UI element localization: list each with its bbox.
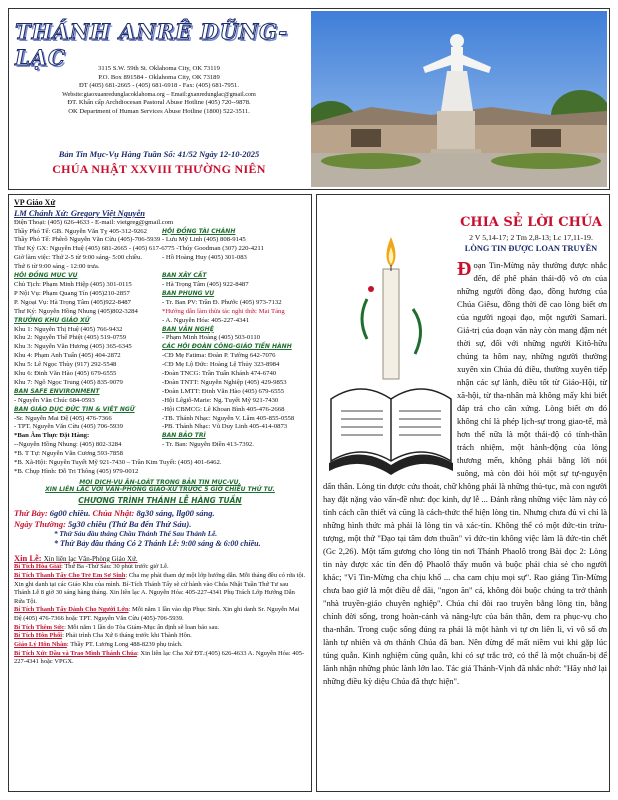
directory-line — [14, 450, 306, 459]
directory-line — [14, 468, 306, 477]
directory-line — [14, 254, 306, 263]
parish-info-column — [8, 194, 312, 792]
pastoral-note: XIN LIÊN LẠC VỚI VĂN-PHÒNG GIÁO-XỨ TRƯỚC 5 GIỜ CHIỀU THỨ TƯ. — [45, 486, 275, 494]
directory-left: TRƯỞNG KHU GIÁO XỨ — [14, 316, 90, 324]
directory-right: -CĐ Mẹ Fatima: Đoàn P. Tường 642-7076 — [162, 352, 276, 360]
mass-weekday — [14, 519, 306, 530]
sacrament-detail: : Thứ Ba -Thứ Sáu: 30 phút trước giờ Lễ. — [61, 563, 169, 571]
directory-line — [14, 459, 306, 468]
sacrament-item — [14, 650, 306, 667]
directory-right: BAN PHỤNG VỤ — [162, 289, 215, 297]
directory-right: -Đoàn TNTT: Nguyễn Nghiệp (405) 429-9853 — [162, 378, 287, 386]
pastoral-note: MỌI DỊCH-VỤ ÂN-LOÁT TRONG BẢN TIN MỤC-VỤ, — [79, 478, 241, 486]
bulletin-number: Bản Tin Mục-Vụ Hàng Tuần Số: 41/52 Ngày 12-10-2025 — [58, 149, 260, 159]
mass-time: 8g30 sáng, llg00 sáng. — [136, 508, 215, 519]
directory-line — [14, 308, 306, 317]
sacrament-name: Bí Tích Hôn Phối — [14, 632, 63, 640]
directory-line — [14, 370, 306, 379]
sacrament-detail: : Mỗi năm 1 lần vào dịp Phục Sinh. Xin ghi danh Sr. Nguyễn Mai Đệ (405) 476-7366 hoặc TPT. Nguyễn Văn Cừu (405)-706-5939. — [14, 606, 300, 623]
directory-left: Khu 5: Lê Ngọc Thùy (917) 292-5548 — [14, 361, 117, 369]
directory-right: - Phạm Minh Hoàng (405) 503-0110 — [162, 334, 261, 342]
illustration-spacer — [323, 259, 457, 467]
directory-line — [14, 281, 306, 290]
directory-right: BAN XÂY CẤT — [162, 272, 207, 280]
mass-time: 6g00 chiều. — [49, 508, 91, 519]
hotline-line: ĐT. Khẩn cấp Archdiocesan Pastoral Abuse Hotline (405) 720--9878. — [67, 99, 251, 107]
sacrament-name: Giáo Lý Hôn Nhân — [14, 641, 67, 649]
sunday-title: CHÚA NHẬT XXVIII THƯỜNG NIÊN — [52, 162, 266, 176]
directory-line — [14, 245, 306, 254]
bulletin-page — [8, 8, 610, 792]
directory-line — [14, 352, 306, 361]
directory-right: CÁC HỘI ĐOÀN CÔNG-GIÁO TIẾN HÀNH — [162, 343, 292, 351]
directory-left: Thư Ký GX: Nguyễn Huệ (405) 681-2665 - (405) 617-6775 -Thúy Goodman (307) 220-4211 — [14, 245, 264, 253]
directory-left: Khu 4: Phạm Anh Tuấn (405) 404-2872 — [14, 352, 121, 360]
directory-left: --Nguyễn Hồng Nhung: (405) 802-3284 — [14, 441, 122, 449]
directory-left: Thư Ký: Nguyễn Hồng Nhung (405)802-3284 — [14, 307, 138, 315]
pastor-name: LM Chánh Xứ: Gregory Việt Nguyễn — [14, 208, 145, 218]
directory-line — [14, 343, 306, 352]
directory-line — [14, 272, 306, 281]
sacrament-name: Bí Tích Thêm Sức — [14, 623, 65, 631]
church-statue-image — [311, 11, 607, 187]
mass-saturday — [14, 508, 306, 519]
directory-left: Khu 1: Nguyễn Thị Huệ (405) 766-9432 — [14, 325, 123, 333]
directory-right: - Lưu Mỹ Linh (405) 808-9145 — [162, 236, 246, 244]
directory-left: Khu 6: Đinh Văn Hào (405) 679-6555 — [14, 370, 117, 378]
directory-right: -Hội CBMCG: Lê Khoan Bình 405-476-2668 — [162, 405, 285, 413]
directory-left: *B. Chụp Hình: Đỗ Tri Thông (405) 979-0012 — [14, 468, 139, 475]
reflection-title: CHIA SẺ LỜI CHÚA — [460, 215, 602, 230]
directory-left: Thầy Phó Tế: Phêrô Nguyễn Văn Cừu (405)-706-5939 — [14, 236, 161, 244]
mass-intention-text: Xin liên lạc Văn-Phòng Giáo Xứ. — [43, 554, 138, 563]
directory-left: -Sr. Nguyễn Mai Đệ (405) 476-7366 — [14, 414, 112, 422]
mass-label: Chúa Nhật: — [92, 508, 135, 519]
directory-left: Giờ làm việc: Thứ 2-5 từ 9:00 sáng- 5:00 chiều. — [14, 254, 143, 262]
directory-right: - Hà Trọng Tâm (405) 922-8487 — [162, 280, 249, 288]
directory-left: Thầy Phó Tế: GB. Nguyễn Văn Tỵ 405-312-9262 — [14, 227, 147, 235]
directory-left: P Nội Vụ: Phạm Quang Tín (405)210-2857 — [14, 289, 130, 297]
directory-line — [14, 299, 306, 308]
pastor-contact: Điện Thoại: (405) 626-4633 - E-mail: vietgreg@gmail.com — [14, 218, 174, 226]
mass-schedule-title: CHƯƠNG TRÌNH THÁNH LỄ HÀNG TUẦN — [78, 495, 242, 505]
address-block — [9, 65, 309, 117]
directory-line — [14, 334, 306, 343]
sacrament-detail: : Cha mẹ phải tham dự một lớp hướng dẫn. Mỗi tháng đều có rửa tội. Xin ghi danh tại các Giáo Khu của mình. Bí-Tích Thánh Tẩy sẽ cử hành vào Chúa Nhật Tuần Thứ Tư sau Thánh Lễ 8 giờ 30 sáng hàng tháng. Xin liên lạc A. Nguyễn Hóa: 405-227-4341 Phụ Trách Lớp Hướng Dẫn Rửa Tội. — [14, 571, 306, 605]
directory-line — [14, 317, 306, 326]
directory-right: BAN BẢO TRÌ — [162, 432, 206, 440]
address-line: 3115 S.W. 59th St. Oklahoma City, OK 73119 — [98, 65, 220, 72]
mass-intention — [14, 553, 306, 564]
directory-right: -CĐ Mẹ Lộ Đức: Hoàng Lệ Thủy 323-8984 — [162, 361, 280, 369]
directory-line — [14, 228, 306, 237]
sacrament-name: Bí Tích Thanh Tẩy Cho Trẻ Em Sơ Sinh — [14, 571, 126, 579]
staff-directory — [14, 228, 306, 477]
directory-line — [14, 236, 306, 245]
directory-left: Thứ 6 từ 9:00 sáng - 12:00 trưa. — [14, 263, 100, 271]
directory-right: -Hội Lêgiô-Marie: Ng. Tuyết Mỹ 921-7430 — [162, 396, 279, 404]
directory-left: BAN SAFE ENVIRONMENT — [14, 387, 100, 395]
directory-left: - Nguyễn Văn Chúc 684-0593 — [14, 396, 95, 404]
directory-line — [14, 388, 306, 397]
mass-intention-title: Xin Lễ: — [14, 552, 42, 563]
directory-right: - Hồ Hoàng Huy (405) 301-083 — [162, 254, 247, 262]
scripture-readings: 2 V 5,14-17; 2 Tm 2,8-13; Lc 17,11-19. — [469, 233, 593, 242]
sacrament-item — [14, 624, 306, 633]
directory-right: BAN VĂN NGHỆ — [162, 325, 214, 333]
directory-right: HỘI ĐỒNG TÀI CHÁNH — [162, 227, 236, 235]
directory-right: *Hướng dẫn làm thừa tác nghi thức Mai Táng — [162, 307, 285, 315]
address-line: P.O. Box 891584 - Oklahoma City, OK 73189 — [98, 73, 220, 81]
sacrament-item — [14, 572, 306, 607]
directory-right: - Tr. Ban: Nguyễn Điền 413-7392. — [162, 441, 254, 449]
directory-line — [14, 326, 306, 335]
directory-left: BAN GIÁO DỤC ĐỨC TIN & VIỆT NGỮ — [14, 405, 135, 413]
directory-line — [14, 441, 306, 450]
directory-right: - Tr. Ban PV: Trần Đ. Phước (405) 973-7132 — [162, 298, 282, 306]
directory-right: - A. Nguyễn Hóa: 405-227-4341 — [162, 316, 250, 324]
directory-line — [14, 432, 306, 441]
sacrament-detail: : Mỗi năm 1 lần do Tòa Giám-Mục ấn định sẽ loan báo sau. — [64, 623, 220, 631]
directory-line — [14, 379, 306, 388]
directory-right: -Đoàn TNCG: Trần Tuấn Khánh 474-6740 — [162, 370, 277, 378]
sacrament-detail: : Phải trình Cha Xứ 6 tháng trước khi Thành Hôn. — [62, 632, 192, 640]
sacrament-detail: : Xin liên lạc Cha Xứ ĐT.:(405) 626-4633 A. Nguyễn Hóa: 405-227-4341 hoặc VPGX. — [14, 649, 305, 666]
directory-line — [14, 290, 306, 299]
reflection-column — [316, 194, 610, 792]
mass-label: Thứ Bảy: — [14, 508, 48, 519]
mass-note: * Thứ Bảy đầu tháng Có 2 Thánh Lễ: 9:00 sáng & 6:00 chiều. — [54, 538, 261, 548]
directory-line — [14, 406, 306, 415]
directory-line — [14, 361, 306, 370]
address-line: ĐT (405) 681-2665 - (405) 681-6918 - Fax: (405) 681-7951. — [79, 82, 239, 90]
sacrament-detail: : Thầy PT. Lương Long 488-8239 phụ trách. — [66, 641, 183, 649]
directory-right: -TB. Thánh Nhạc: Nguyễn V. Lâm 405-855-0558 — [162, 414, 295, 422]
directory-left: Chủ Tịch: Phạm Minh Hiệp (405) 301-0115 — [14, 280, 132, 288]
sacrament-name: Bí Tích Xức Dầu và Trao Mình Thánh Chúa — [14, 649, 137, 657]
reflection-body: oạn Tin-Mừng này thường được nhắc đến, để phê phán thái-độ vô ơn của những người đồng đạo, đồng hương của Chúa Giêsu, đồng thời đề cao lòng biết ơn của người ngoại đạo, một người Samari. Giá-trị của đoạn văn này còn mang đậm nét thời sự, đối với những người Kitô-hữu chúng ta hôm nay, những người thường xuyên xin Chúa đủ điều, thường xuyên tiếp nhận các sự lành, điều tốt từ Giáo-Hội, từ xã-hội, từ tha-nhân mà không mấy khi biết đáp trả cho cân xứng. Lòng biết ơn đó không chỉ là phép lịch-sự trong giao-tế, mà hơn thế nữa là một thái-độ có tính-thần trách nhiệm, một hành-động của lòng thương mến, không phải bằng lời nói suông, mà còn đòi hỏi một sự tự-nguyện dấn thân. Lòng tin được cứu thoát, chữ không phải là những thủ-tục, mà con người hay đặt nặng vào vấn-đề như: đọc kinh, dự lễ ... Đánh rằng những việc làm này có tính cách cần thiết và cũng là cách-thức thể hiện lòng tin. Nhưng chưa đủ vì chỉ là những hình thức mà phải là lòng tin và xác-tín. Không thể có một đức-tin trừu-tượng, một thứ "Đạo tại tâm đơn thuần" vì đức-tin không việc làm là đức-tin chết (Gc 2,26). Một tấm gương cho lòng tin nơi Thánh Phaolô trong Bài đọc 2: Lòng tin này được xác tín đến độ Phaolô thấy muốn và buộc phải chia sẻ cho người khác; "Vì Tin-Mừng cha chịu khổ ... cha cam chịu mọi sự". Rao giảng Tin-Mừng chưa bao giờ là một điều dễ dãi, "ngon ăn" cả, không đòi buộc chúng ta trở thành "nhà truyền-giáo chuyên nghiệp". Chúa chỉ đòi rao truyền bằng lòng tin, bằng chính đời sống, trong hoàn-cảnh và năng-lực của bản thân, đem ra phục-vụ cho tha-nhân. Trong cuộc sống đúng ra phải là một hành vi tự ơn liên lì, vì vô số ơn lành tự nhiên và ơn thánh Chúa đã ban. Nên đừng để mất niềm vui khi gặp lúc túng quẫn. Kinh nghiệm cũng quẫn, khi có sự trắc trở, có thể là một chuẩn-bị để lãnh nhận những phúc lành lớn lao. Tác giả Thánh-Vịnh đã nhắc nhớ: "Hãy nhớ lại những điều kỳ diệu Chúa đã thực hiện". — [323, 260, 607, 686]
directory-left: - TPT. Nguyễn Văn Cừu (405) 706-5939 — [14, 423, 123, 431]
sacrament-item — [14, 632, 306, 641]
directory-right: -Đoàn LMTT: Đinh Văn Hào (405) 679-6555 — [162, 387, 285, 395]
sacrament-name: Bí Tích Thanh Tẩy Dành Cho Người Lớn — [14, 606, 129, 614]
directory-left: Khu 7: Ngô Ngọc Trung (405) 835-9079 — [14, 378, 123, 386]
mass-note: * Thứ Sáu đầu tháng Chầu Thánh Thể Sau Thánh Lễ. — [54, 529, 218, 538]
header — [8, 8, 610, 190]
website-line: Website:giaoxuanredunglacoklahoma.org – Email:gxanredunglac@gmail.com — [62, 91, 256, 99]
directory-left: *Ban Âm Thực Đặt Hàng: — [14, 432, 90, 440]
directory-left: *B. Xã-Hội: Nguyễn Tuyết Mỹ 921-7430 – Trần Kim Tuyết: (405) 401-6462. — [14, 459, 222, 467]
sacraments-list — [14, 563, 306, 667]
directory-left: Khu 2: Nguyễn Thế Phiệt (405) 519-0759 — [14, 334, 127, 342]
sacrament-item — [14, 563, 306, 572]
mass-label: Ngày Thường: — [14, 518, 66, 529]
directory-line — [14, 415, 306, 424]
directory-left: *B. T Tự: Nguyễn Văn Cương 593-7858 — [14, 450, 123, 458]
sacrament-item — [14, 641, 306, 650]
directory-left: HỘI ĐỒNG MỤC VỤ — [14, 272, 78, 280]
directory-line — [14, 397, 306, 406]
directory-line — [14, 263, 306, 272]
reflection-text — [323, 259, 607, 687]
directory-left: P. Ngoại Vụ: Hà Trọng Tâm (405)922-8487 — [14, 298, 131, 306]
parish-logo-text: THÁNH ANRÊ DŨNG-LẠC — [15, 19, 289, 71]
mass-time: 5g30 chiều (Thứ Ba đến Thứ Sáu). — [68, 518, 192, 529]
drop-cap: Đ — [457, 258, 472, 280]
sacrament-name: Bí Tích Hòa Giải — [14, 563, 62, 571]
sacrament-item — [14, 606, 306, 623]
church-photo — [311, 11, 607, 187]
office-title: VP Giáo Xứ — [14, 198, 56, 207]
gospel-title: LÒNG TIN ĐƯỢC LOAN TRUYỀN — [464, 244, 598, 253]
directory-right: -PB. Thánh Nhạc: Vũ Duy Linh 405-414-0873 — [162, 423, 288, 431]
directory-left: Khu 3: Nguyễn Văn Hương (405) 365-6345 — [14, 343, 132, 351]
hotline-line: OK Department of Human Services Abuse Hotline (1800) 522-3511. — [68, 108, 250, 115]
